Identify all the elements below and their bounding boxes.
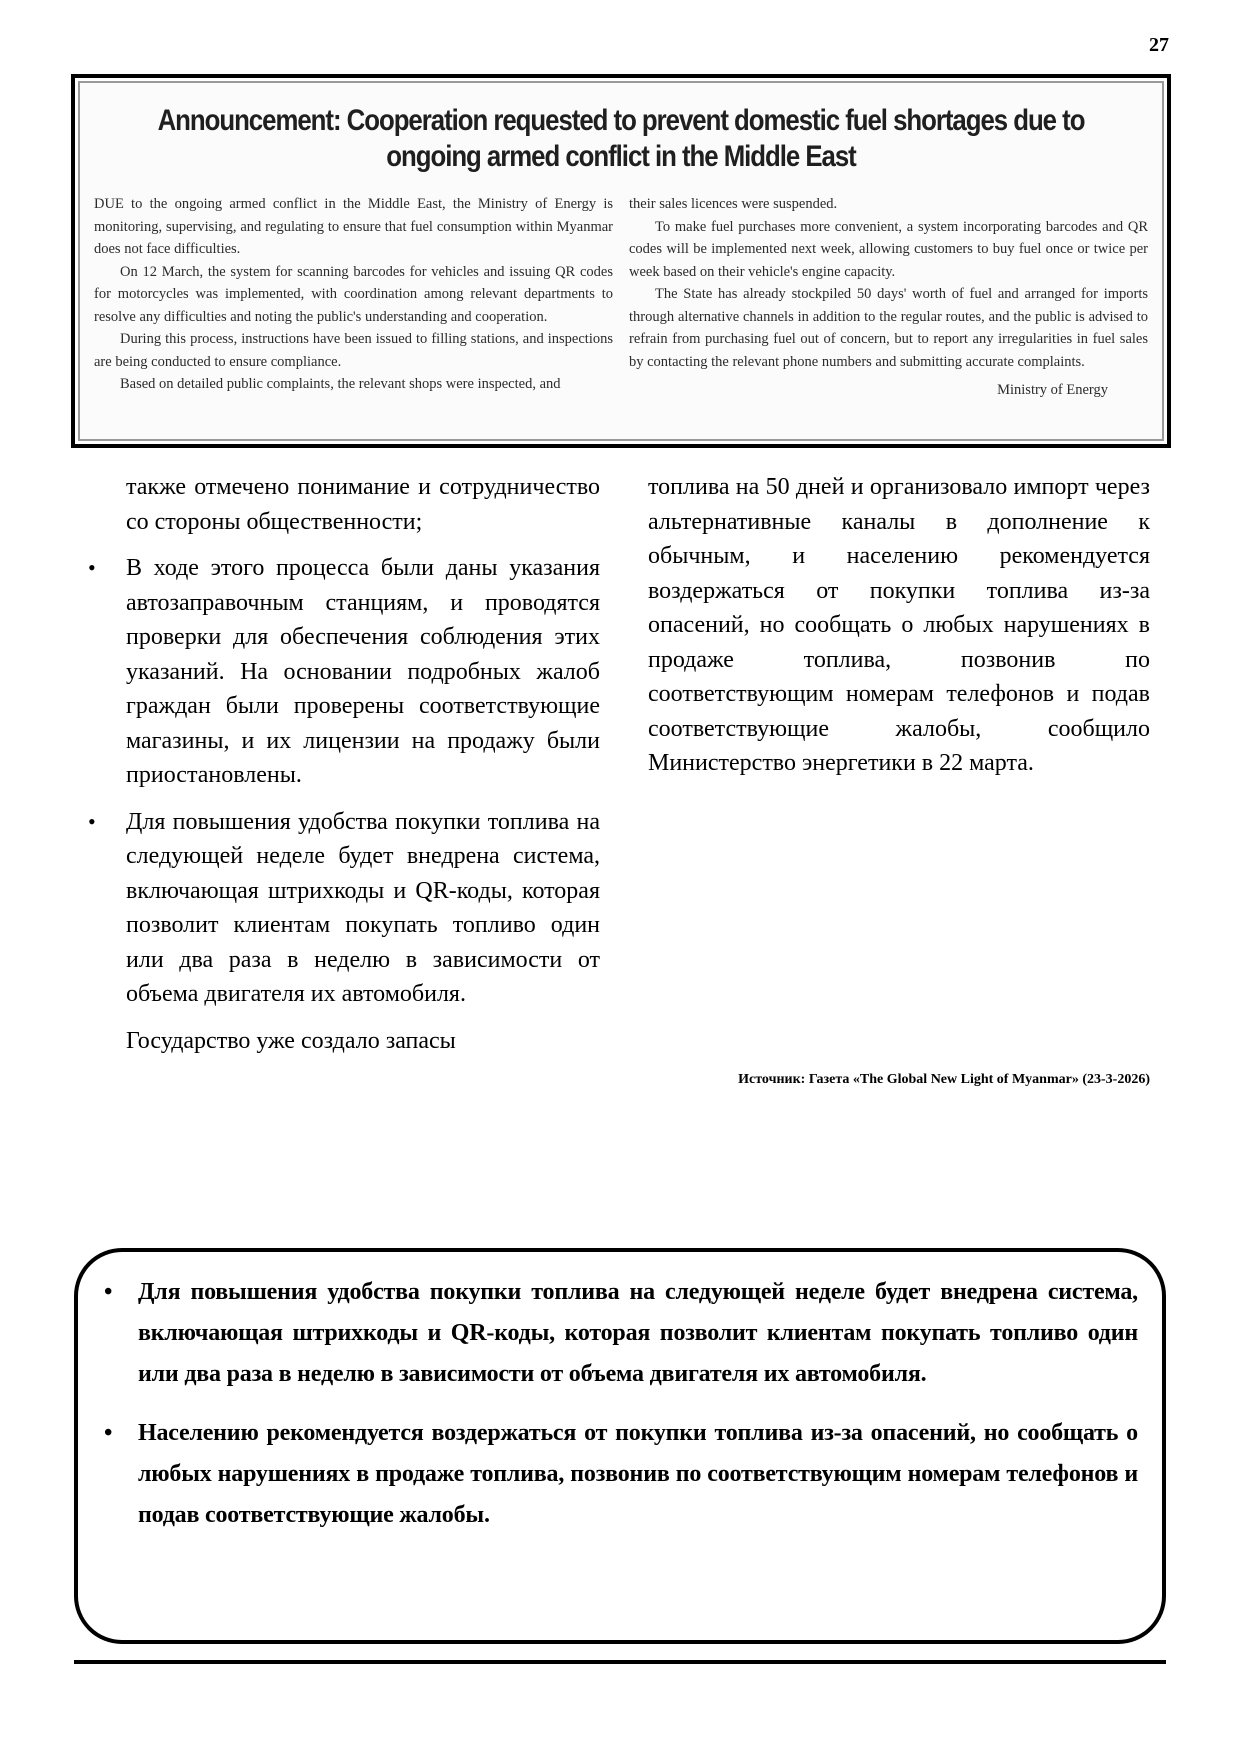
clipping-paragraph: DUE to the ongoing armed conflict in the Middle East, the Ministry of Energy is monitoring, supervising, and regulating to ensure that fuel consumption within Myanmar does not face difficulties. [94,196,613,257]
clipping-right-column [629,193,1148,402]
highlight-bullet: • Для повышения удобства покупки топлива на следующей неделе будет внедрена система, включающая штрихкоды и QR-коды, которая позволит клиентам покупать топливо один или два раза в неделю в зависимости от объема двигателя их автомобиля. [100,1272,1138,1395]
clipping-headline: Announcement: Cooperation requested to prevent domestic fuel shortages due to ongoing armed conflict in the Middle East [157,104,1085,173]
clipping-paragraph: their sales licences were suspended. [629,196,838,212]
body-left-column [80,470,600,1070]
body-columns [80,470,1160,1087]
highlight-box [74,1248,1166,1644]
clipping-left-column [94,193,613,402]
clipping-inner-frame [78,81,1164,441]
highlight-bullet: • Населению рекомендуется воздержаться от покупки топлива из-за опасений, но сообщать о любых нарушениях в продаже топлива, позвонив по соответствующим номерам телефонов и подав соответствующие жалобы. [100,1413,1138,1536]
clipping-paragraph: During this process, instructions have been issued to filling stations, and inspections are being conducted to ensure compliance. [94,331,613,370]
body-bullet-paragraph: • Для повышения удобства покупки топлива на следующей неделе будет внедрена система, включающая штрихкоды и QR-коды, которая позволит клиентам покупать топливо один или два раза в неделю в зависимости от объема двигателя их автомобиля. [80,805,600,1012]
body-paragraph: Государство уже создало запасы [126,1027,456,1054]
body-bullet-paragraph: • В ходе этого процесса были даны указания автозаправочным станциям, и проводятся проверки для обеспечения соблюдения этих указаний. На основании подробных жалоб граждан были проверены соответствующие магазины, и их лицензии на продажу были приостановлены. [80,551,600,793]
clipping-paragraph: The State has already stockpiled 50 days' worth of fuel and arranged for imports through alternative channels in addition to the regular routes, and the public is advised to refrain from purchasing fuel out of concern, but to report any irregularities in fuel sales by contacting the relevant phone numbers and submitting accurate complaints. [629,286,1148,370]
newspaper-clipping [71,74,1171,448]
bottom-divider [74,1660,1166,1664]
source-citation: Источник: Газета «The Global New Light of Myanmar» (23-3-2026) [738,1072,1150,1087]
body-paragraph: топлива на 50 дней и организовало импорт через альтернативные каналы в дополнение к обычным, и населению рекомендуется воздержаться от покупки топлива из-за опасений, но сообщать о любых нарушениях в продаже топлива, позвонив по соответствующим номерам телефонов и подав соответствующие жалобы, сообщило Министерство энергетики в 22 марта. [648,474,1150,776]
clipping-columns [94,193,1148,402]
clipping-signature: Ministry of Energy [997,382,1108,398]
clipping-paragraph: Based on detailed public complaints, the relevant shops were inspected, and [120,376,561,392]
body-paragraph: также отмечено понимание и сотрудничество со стороны общественности; [126,474,600,535]
body-right-column [640,470,1150,1087]
clipping-paragraph: To make fuel purchases more convenient, a system incorporating barcodes and QR codes will be implemented next week, allowing customers to buy fuel once or twice per week based on their vehicle's engine capacity. [629,218,1148,280]
clipping-paragraph: On 12 March, the system for scanning barcodes for vehicles and issuing QR codes for motorcycles was implemented, with coordination among relevant departments to resolve any difficulties and noting the public's understanding and cooperation. [94,263,613,325]
page-number: 27 [1149,34,1169,56]
